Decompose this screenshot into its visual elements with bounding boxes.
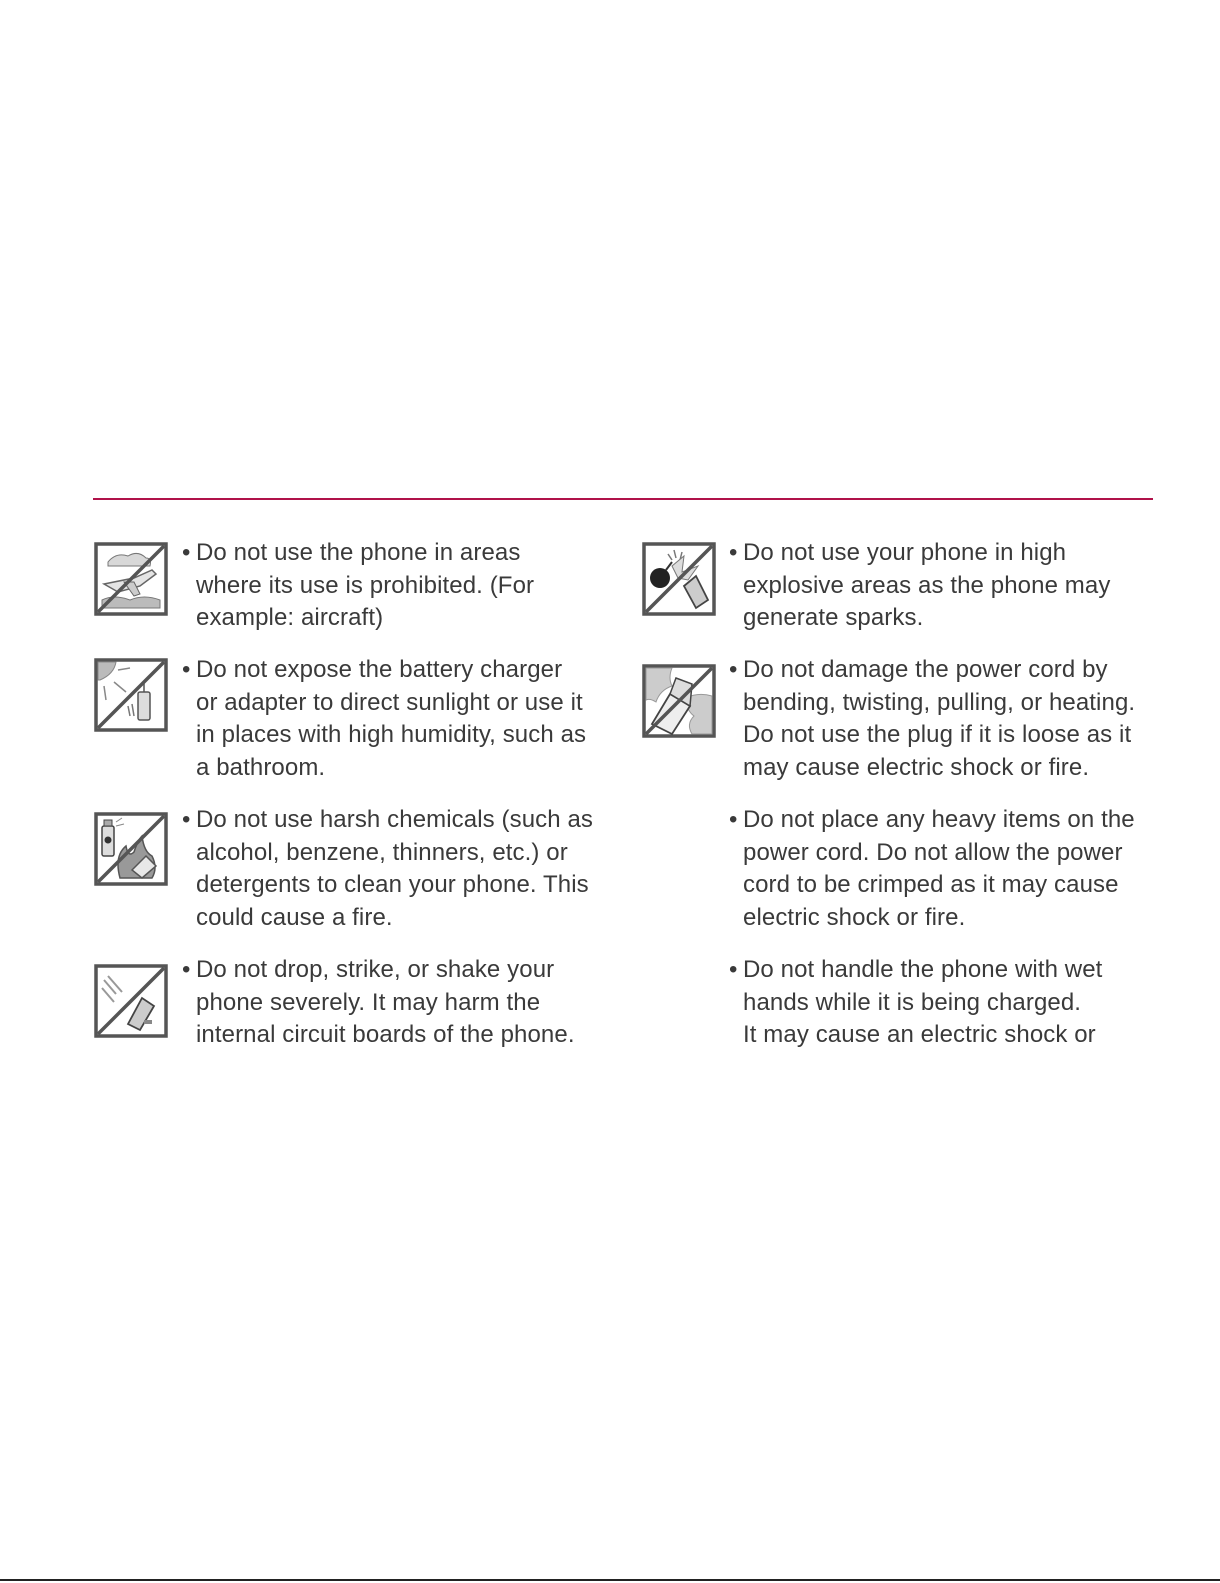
warning-text-line: power cord. Do not allow the power	[743, 838, 1123, 866]
warning-item	[729, 654, 1136, 784]
warning-text-line: Do not expose the battery charger	[196, 656, 563, 683]
warning-item	[182, 954, 575, 1052]
warning-item	[182, 654, 587, 784]
warning-text-line: example: aircraft)	[196, 604, 384, 632]
drop-phone-prohibited-icon	[94, 964, 168, 1038]
warning-text-line: a bathroom.	[196, 753, 326, 781]
warning-text-line: in places with high humidity, such as	[196, 721, 587, 749]
bullet-icon: •	[729, 806, 738, 833]
warning-text-line: electric shock or fire.	[743, 903, 966, 931]
warning-text-line: or adapter to direct sunlight or use it	[196, 688, 583, 716]
warning-text-line: Do not use the plug if it is loose as it	[743, 721, 1132, 749]
bullet-icon: •	[729, 956, 738, 983]
warning-text-line: Do not damage the power cord by	[743, 656, 1108, 683]
page-bottom-border	[0, 1579, 1220, 1581]
explosive-area-prohibited-icon	[642, 542, 716, 616]
warning-text-line: detergents to clean your phone. This	[196, 871, 589, 899]
section-divider	[93, 498, 1153, 500]
warning-item	[182, 804, 594, 934]
warning-text-line: phone severely. It may harm the	[196, 988, 541, 1016]
bullet-icon: •	[182, 539, 191, 566]
bullet-icon: •	[182, 806, 191, 833]
warning-text-line: hands while it is being charged.	[743, 988, 1082, 1016]
chemicals-fire-prohibited-icon	[94, 812, 168, 886]
warning-text-line: generate sparks.	[743, 604, 924, 632]
bullet-icon: •	[729, 539, 738, 566]
bullet-icon: •	[182, 956, 191, 983]
warning-text-line: internal circuit boards of the phone.	[196, 1021, 575, 1049]
warning-text-line: Do not drop, strike, or shake your	[196, 956, 555, 983]
warning-text-line: Do not use your phone in high	[743, 539, 1067, 566]
warning-text-line: alcohol, benzene, thinners, etc.) or	[196, 838, 568, 866]
bullet-icon: •	[182, 656, 191, 683]
warning-text-line: Do not place any heavy items on the	[743, 806, 1135, 833]
warning-text-line: cord to be crimped as it may cause	[743, 871, 1119, 899]
warning-text-line: may cause electric shock or fire.	[743, 753, 1090, 781]
warning-text-line: Do not use the phone in areas	[196, 539, 521, 566]
warning-text-line: bending, twisting, pulling, or heating.	[743, 688, 1136, 716]
warning-text-line: Do not handle the phone with wet	[743, 956, 1103, 983]
warning-text-line: explosive areas as the phone may	[743, 571, 1111, 599]
bullet-icon: •	[729, 656, 738, 683]
airplane-prohibited-icon	[94, 542, 168, 616]
warning-item	[182, 537, 535, 635]
warning-text-line: where its use is prohibited. (For	[196, 571, 535, 599]
damaged-cord-prohibited-icon	[642, 664, 716, 738]
warning-item	[729, 537, 1111, 635]
warning-item	[729, 954, 1103, 1052]
sunlight-charger-prohibited-icon	[94, 658, 168, 732]
warning-text-line: Do not use harsh chemicals (such as	[196, 806, 594, 833]
warning-text-line: It may cause an electric shock or	[743, 1021, 1096, 1049]
warning-text-line: could cause a fire.	[196, 903, 393, 931]
warning-item	[729, 804, 1135, 934]
